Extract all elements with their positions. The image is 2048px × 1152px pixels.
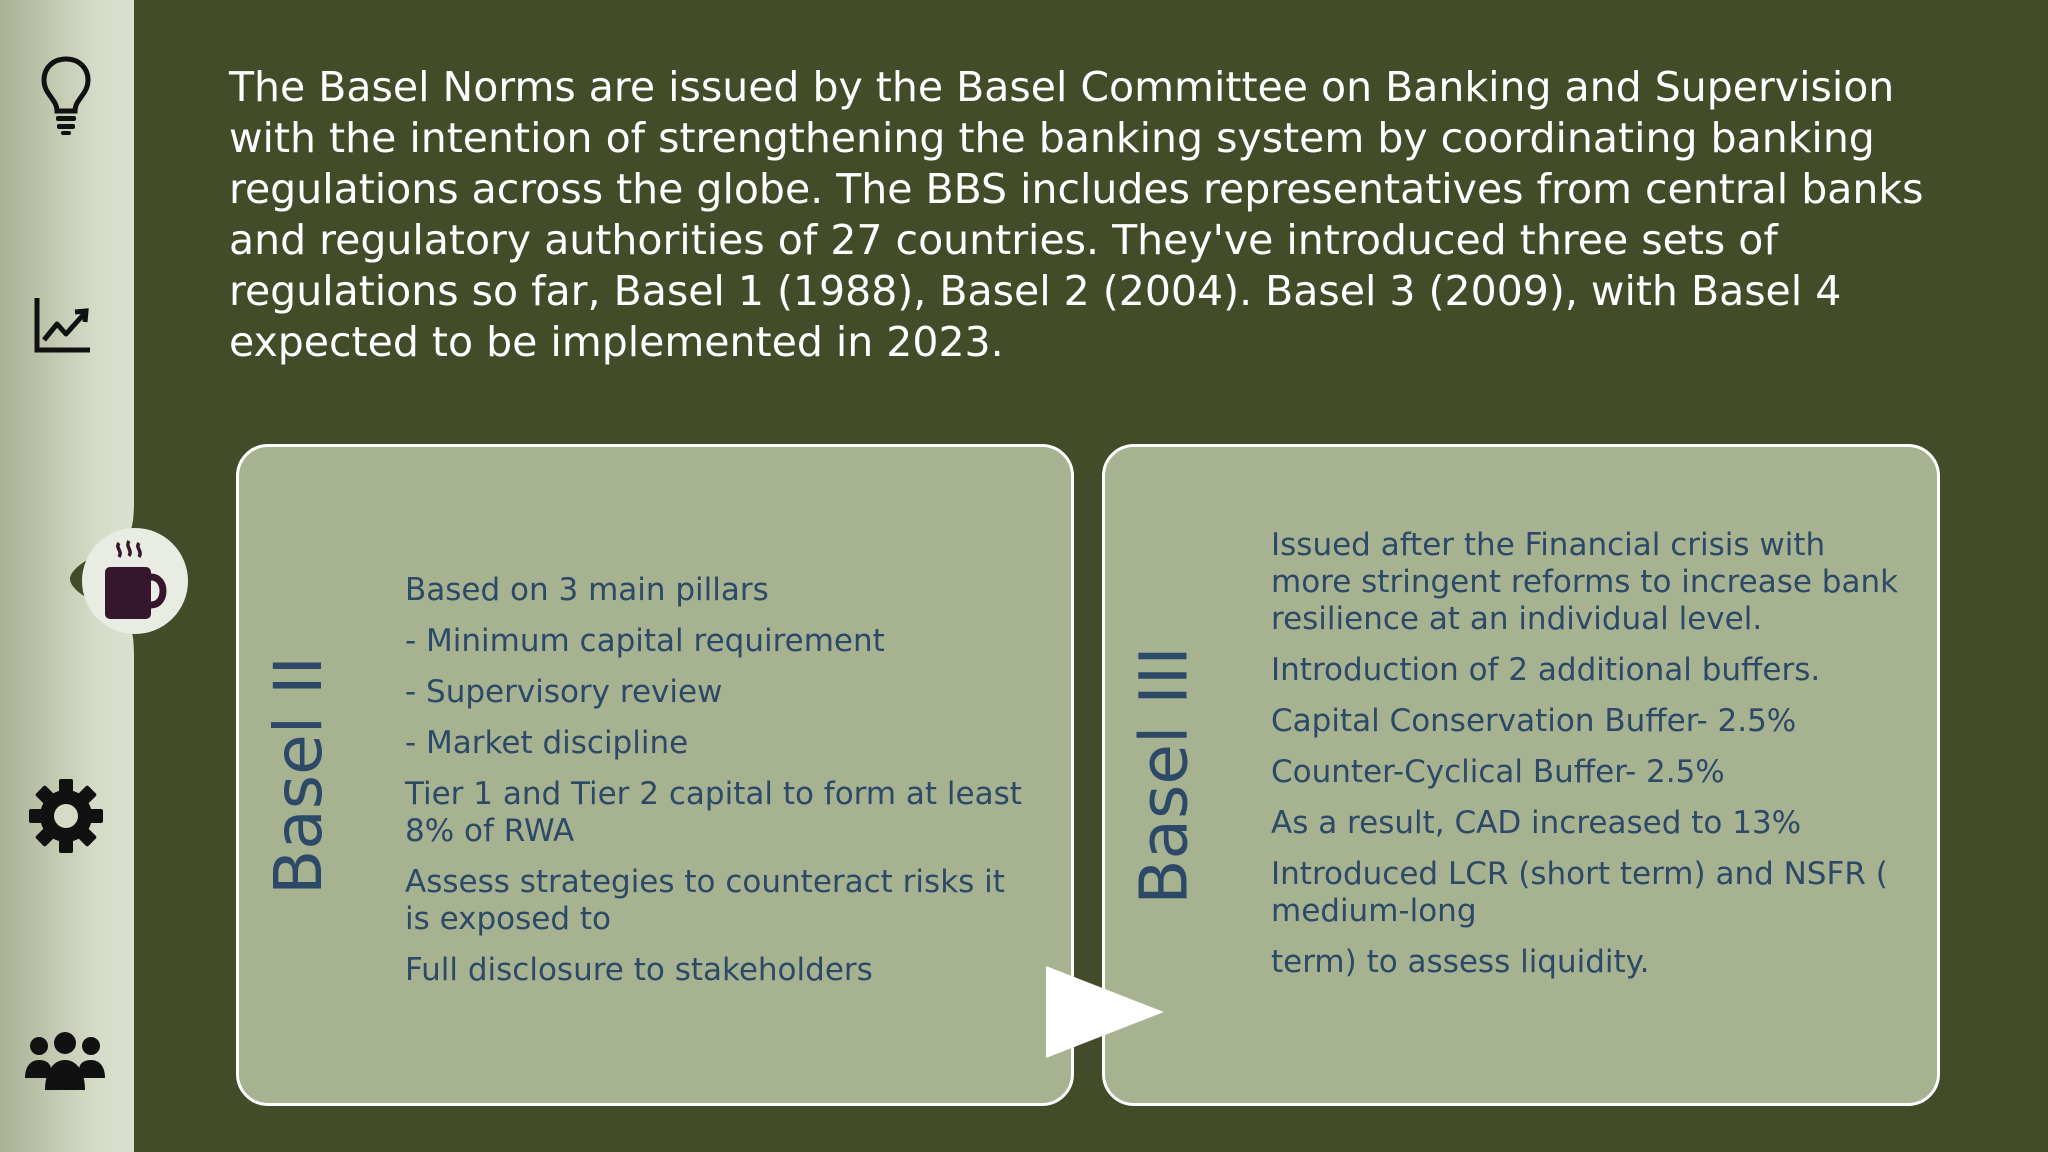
list-item: - Minimum capital requirement	[405, 622, 885, 659]
list-item: Full disclosure to stakeholders	[405, 951, 873, 988]
coffee-circle	[82, 528, 188, 634]
lightbulb-button[interactable]	[34, 54, 98, 136]
basel-2-title: Basel II	[259, 655, 337, 895]
list-item: - Supervisory review	[405, 673, 723, 710]
list-item: Issued after the Financial crisis with more stringent reforms to increase bank resilience at an individual level.	[1271, 527, 1899, 637]
lightbulb-icon	[40, 55, 92, 135]
gear-icon	[27, 777, 105, 855]
list-item: Counter-Cyclical Buffer- 2.5%	[1271, 754, 1725, 790]
list-item: - Market discipline	[405, 724, 689, 761]
basel-2-card	[236, 444, 1074, 1106]
line-chart-icon	[32, 294, 94, 356]
list-item: term) to assess liquidity.	[1271, 944, 1650, 980]
list-item: Tier 1 and Tier 2 capital to form at least 8% of RWA	[405, 775, 1022, 849]
arrow-right-icon	[1044, 964, 1168, 1060]
list-item: Based on 3 main pillars	[405, 571, 769, 608]
basel-2-title-area	[239, 447, 357, 1103]
list-item: As a result, CAD increased to 13%	[1271, 805, 1802, 841]
basel-3-title: Basel III	[1125, 645, 1203, 905]
people-group-icon	[23, 1032, 107, 1092]
basel-2-body	[405, 459, 1035, 1115]
coffee-cup-icon	[101, 539, 169, 623]
basel-3-body	[1271, 433, 1911, 1089]
people-button[interactable]	[22, 1030, 108, 1094]
list-item: Capital Conservation Buffer- 2.5%	[1271, 703, 1797, 739]
list-item: Introduction of 2 additional buffers.	[1271, 652, 1821, 688]
basel-3-card	[1102, 444, 1940, 1106]
coffee-button[interactable]	[80, 526, 190, 636]
list-item: Introduced LCR (short term) and NSFR ( medium-long	[1271, 856, 1888, 929]
chart-button[interactable]	[30, 292, 96, 358]
basel-2-list	[405, 572, 1035, 1003]
basel-3-list	[1271, 527, 1911, 995]
intro-paragraph: The Basel Norms are issued by the Basel Committee on Banking and Supervision with the intention of strengthening the banking system by coordinating banking regulations across the globe. The BBS includes representatives from central banks and regulatory authorities of 27 countries. They've introduced three sets of regulations so far, Basel 1 (1988), Basel 2 (2004). Basel 3 (2009), with Basel 4 expected to be implemented in 2023.	[229, 63, 1924, 366]
list-item: Assess strategies to counteract risks it is exposed to	[405, 863, 1005, 937]
settings-button[interactable]	[26, 776, 106, 856]
